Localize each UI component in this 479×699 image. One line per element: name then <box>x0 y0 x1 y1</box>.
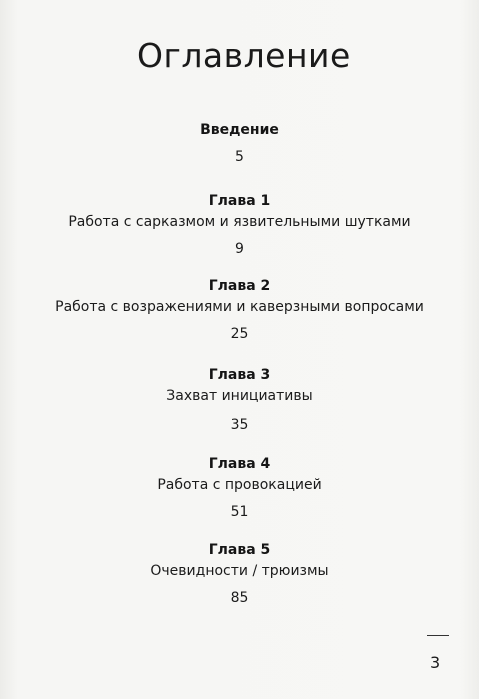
toc-entry-chapter-3 <box>0 366 479 434</box>
toc-entry-chapter-4 <box>0 455 479 521</box>
page-number: 25 <box>230 326 249 342</box>
chapter-title: Работа с провокацией <box>157 477 322 493</box>
page-title: Оглавление <box>137 36 351 75</box>
page-number: 35 <box>230 417 249 433</box>
toc-entry-chapter-2 <box>0 277 479 343</box>
folio-page-number: 3 <box>430 653 441 672</box>
page-number: 5 <box>235 149 244 165</box>
section-heading: Введение <box>200 122 279 138</box>
chapter-heading: Глава 5 <box>208 542 271 558</box>
folio-rule <box>427 635 449 636</box>
page-number: 85 <box>230 590 249 606</box>
chapter-title: Работа с сарказмом и язвительными шутками <box>68 214 411 230</box>
chapter-heading: Глава 1 <box>208 193 271 209</box>
toc-entry-introduction <box>0 121 479 166</box>
toc-entry-chapter-5 <box>0 541 479 607</box>
chapter-heading: Глава 2 <box>208 278 271 294</box>
chapter-title: Очевидности / трюизмы <box>150 563 329 579</box>
toc-entry-chapter-1 <box>0 192 479 258</box>
chapter-title: Захват инициативы <box>166 388 313 404</box>
chapter-title: Работа с возражениями и каверзными вопросами <box>55 299 424 315</box>
chapter-heading: Глава 4 <box>208 456 271 472</box>
page-number: 51 <box>230 504 249 520</box>
chapter-heading: Глава 3 <box>208 367 271 383</box>
page-number: 9 <box>235 241 244 257</box>
